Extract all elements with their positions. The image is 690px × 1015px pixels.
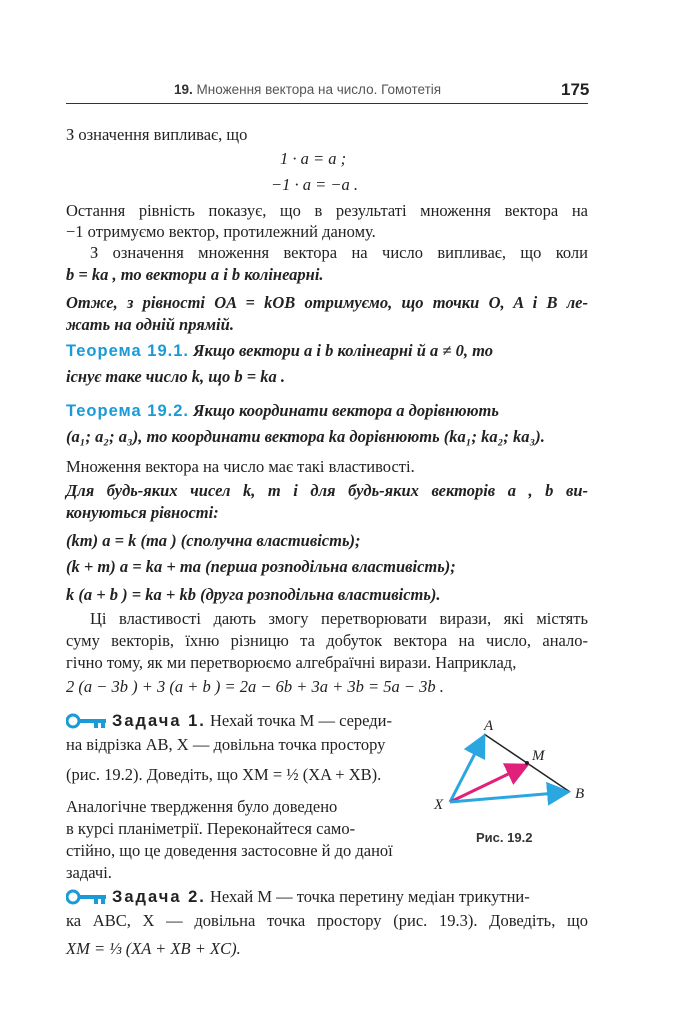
section-number: 19. [174, 82, 193, 97]
figure-caption: Рис. 19.2 [476, 830, 533, 845]
problem-text: на відрізка AB, X — довільна точка простору [66, 735, 386, 754]
theorem-19-1 [66, 340, 493, 362]
text-line: З означення множення вектора на число випливає, що коли [90, 243, 588, 262]
text-line: Ці властивості дають змогу перетворювати вирази, які містять [90, 609, 588, 628]
formula-line: 2 (a − 3b ) + 3 (a + b ) = 2a − 6b + 3a + 3b = 5a − 3b . [66, 677, 444, 696]
figure-19-2 [428, 712, 598, 820]
problem-label: Задача 1. [112, 712, 206, 730]
text-line: Для будь-яких чисел k, m і для будь-яких векторів a , b ви- [66, 481, 588, 500]
text-line: Отже, з рівності OA = kOB отримуємо, що точки O, A і B ле- [66, 293, 588, 312]
text-line: Множення вектора на число має такі властивості. [66, 457, 415, 476]
formula-line: −1 · a = −a . [271, 175, 359, 194]
key-icon [66, 713, 108, 729]
label-m: M [532, 748, 545, 764]
running-header [174, 82, 441, 97]
label-b: B [575, 786, 585, 802]
text-line: гічно тому, як ми перетворюємо алгебраїчні вирази. Наприклад, [66, 653, 517, 672]
problem-text: стійно, що це доведення застосовне й до даної [66, 841, 393, 860]
point-m [525, 761, 529, 765]
problem-1-line [112, 710, 392, 732]
problem-text: Аналогічне твердження було доведено [66, 797, 338, 816]
problem-formula: XM = ⅓ (XA + XB + XC). [66, 939, 241, 958]
text-line: −1 отримуємо вектор, протилежний даному. [66, 222, 376, 241]
problem-label: Задача 2. [112, 888, 206, 906]
problem-2-line [112, 886, 530, 908]
text-line: жать на одній прямій. [66, 315, 234, 334]
label-a: A [484, 718, 494, 734]
text-line: суму векторів, їхню різницю та добуток вектора на число, анало- [66, 631, 588, 650]
problem-text: задачі. [66, 863, 112, 882]
problem-text: Нехай M — точка перетину медіан трикутни- [209, 887, 530, 906]
text-line: b = ka , то вектори a і b колінеарні. [66, 265, 324, 284]
problem-text: (рис. 19.2). Доведіть, що XM = ½ (XA + XB). [66, 765, 382, 784]
property-line: (km) a = k (ma ) (сполучна властивість); [66, 531, 361, 550]
text-line: конуються рівності: [66, 503, 219, 522]
theorem-text: Якщо вектори a і b колінеарні й a ≠ 0, то [193, 341, 493, 360]
text-line: Остання рівність показує, що в результаті множення вектора на [66, 201, 588, 220]
theorem-text: Якщо координати вектора a дорівнюють [193, 401, 499, 420]
section-title: Множення вектора на число. Гомотетія [196, 82, 442, 97]
problem-text: в курсі планіметрії. Переконайтеся само- [66, 819, 356, 838]
theorem-label: Теорема 19.2. [66, 402, 189, 420]
vector-xa [450, 736, 484, 802]
property-line: k (a + b ) = ka + kb (друга розподільна властивість). [66, 585, 441, 604]
text-line: З означення випливає, що [66, 125, 248, 144]
label-x: X [434, 797, 444, 813]
formula-line: 1 · a = a ; [280, 149, 347, 168]
property-line: (k + m) a = ka + ma (перша розподільна властивість); [66, 557, 456, 576]
problem-text: ка ABC, X — довільна точка простору (рис. 19.3). Доведіть, що [66, 911, 588, 930]
key-icon [66, 889, 108, 905]
theorem-19-2 [66, 400, 499, 422]
problem-text: Нехай точка M — середи- [209, 711, 392, 730]
theorem-label: Теорема 19.1. [66, 342, 189, 360]
theorem-text: існує таке число k, що b = ka . [66, 367, 286, 386]
header-divider [66, 103, 588, 104]
theorem-text: (a₁; a₂; a₃), то координати вектора ka дорівнюють (ka₁; ka₂; ka₃). [66, 427, 545, 446]
page-number: 175 [561, 80, 590, 99]
